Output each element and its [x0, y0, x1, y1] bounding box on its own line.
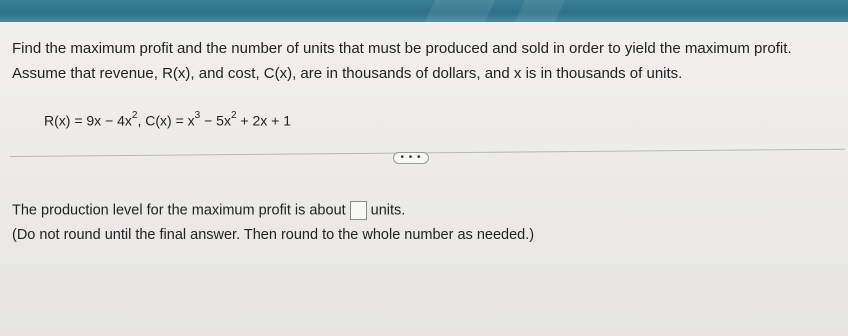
equation-r-prefix: R(x) = 9x − 4x	[44, 112, 132, 129]
answer-prefix: The production level for the maximum profit is about	[12, 202, 346, 219]
answer-prompt	[12, 201, 405, 220]
equation-c-middle: − 5x	[200, 112, 231, 129]
equation-c-exponent-2: 2	[230, 110, 237, 121]
answer-suffix: units.	[370, 202, 406, 219]
banner-decoration	[515, 0, 565, 22]
show-more-button[interactable]: • • •	[393, 152, 429, 164]
equation-c-exponent-1: 3	[194, 110, 201, 121]
equation-r-exponent: 2	[131, 110, 138, 121]
equation-separator: , C(x) = x	[137, 112, 195, 129]
banner-decoration	[425, 0, 495, 22]
equation-c-tail: + 2x + 1	[236, 112, 292, 129]
question-text-line-2: Assume that revenue, R(x), and cost, C(x), are in thousands of dollars, and x is in thousands of units.	[12, 65, 683, 82]
question-text-line-1: Find the maximum profit and the number of units that must be produced and sold in order to yield the maximum profit.	[12, 40, 792, 57]
top-banner	[0, 0, 848, 22]
answer-instruction: (Do not round until the final answer. Then round to the whole number as needed.)	[12, 227, 535, 243]
answer-input[interactable]	[350, 201, 367, 220]
equation	[44, 112, 291, 129]
